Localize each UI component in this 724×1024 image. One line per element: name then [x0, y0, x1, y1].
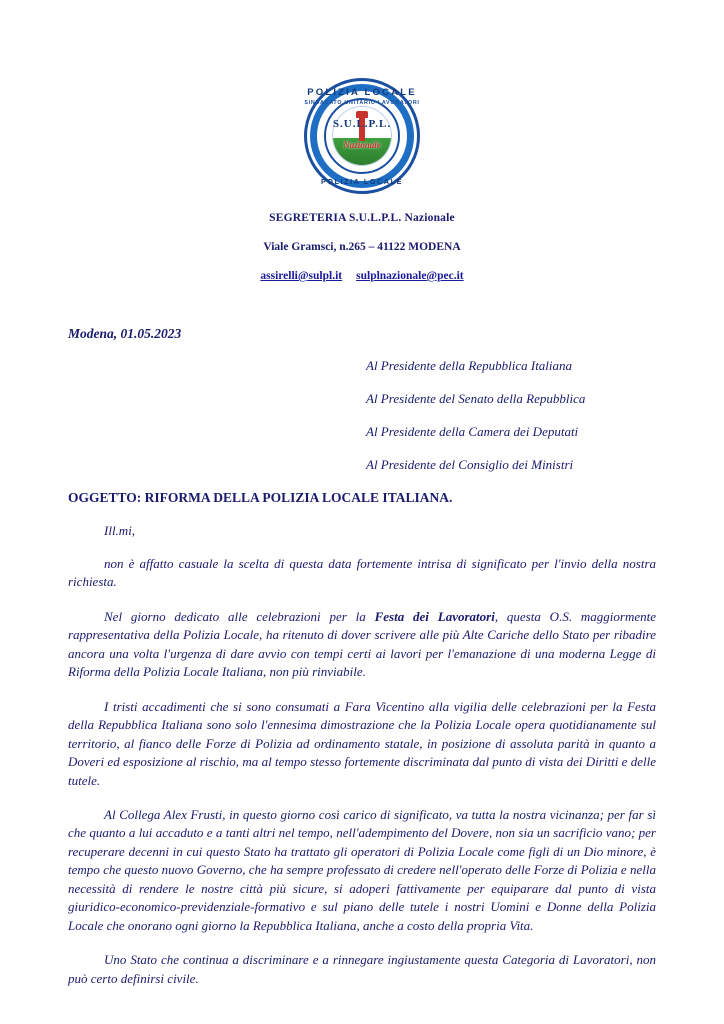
- letter-subject: OGGETTO: RIFORMA DELLA POLIZIA LOCALE ITALIANA.: [68, 490, 453, 505]
- letterhead-emails: [68, 270, 656, 282]
- letter-date: Modena, 01.05.2023: [68, 326, 182, 341]
- recipient-item: Al Presidente della Repubblica Italiana: [366, 358, 573, 373]
- letter-paragraph: I tristi accadimenti che si sono consumati a Fara Vicentino alla vigilia delle celebrazioni per la Festa della Repubblica Italiana sono solo l'ennesima dimostrazione che la Polizia Locale opera quotidianamente sul territorio, al fianco delle Forze di Polizia ad ordinamento statale, in posizione di assoluta parità in quanto a Doveri ed esposizione al rischio, ma al tempo stesso fortemente discriminata dal punto di vista dei Diritti e delle tutele.: [68, 698, 656, 788]
- logo-container: [68, 0, 656, 194]
- letterhead-organization: SEGRETERIA S.U.L.P.L. Nazionale: [269, 212, 455, 224]
- sulpl-logo-icon: [304, 78, 420, 194]
- letterhead: [68, 212, 656, 282]
- logo-arc-top-text: POLIZIA LOCALE: [307, 87, 417, 98]
- recipient-item: Al Presidente del Senato della Repubblica: [366, 391, 586, 406]
- email-link-pec[interactable]: sulplnazionale@pec.it: [356, 270, 464, 282]
- letter-paragraph: non è affatto casuale la scelta di questa data fortemente intrisa di significato per l'invio della nostra richiesta.: [68, 556, 656, 590]
- letterhead-address: Viale Gramsci, n.265 – 41122 MODENA: [263, 241, 461, 253]
- letter-salutation: Ill.mi,: [104, 523, 136, 538]
- email-link-primary[interactable]: assirelli@sulpl.it: [260, 270, 343, 282]
- logo-acronym-text: S.U.L.P.L.: [332, 118, 392, 130]
- recipient-item: Al Presidente della Camera dei Deputati: [366, 424, 579, 439]
- logo-subtitle-text: Nazionale: [343, 140, 381, 150]
- emphasis-text: Festa dei Lavoratori: [374, 608, 495, 624]
- logo-arc-inner-text: SINDACATO UNITARIO LAVORATORI: [304, 100, 420, 106]
- recipient-list: [68, 358, 656, 473]
- letter-paragraph: Uno Stato che continua a discriminare e a rinnegare ingiustamente questa Categoria di Lavoratori, non può certo definirsi civile.: [68, 952, 656, 986]
- letter-paragraph: Al Collega Alex Frusti, in questo giorno così carico di significato, va tutta la nostra vicinanza; per far sì che quanto a lui accaduto e a tanti altri nel tempo, nell'adempimento del Dovere, non sia un sacrificio vano; per recuperare decenni in cui questo Stato ha trattato gli operatori di Polizia Locale come figli di un Dio minore, è tempo che questo nuovo Governo, che ha sempre professato di credere nell'operato delle Forze di Polizia e nella necessità di rendere le nostre città più sicure, si adoperi fattivamente per equiparare dal punto di vista giuridico-economico-previdenziale-formativo e sul piano delle tutele i nostri Uomini e Donne della Polizia Locale che onorano ogni giorno la Repubblica Italiana, anche a costo della propria Vita.: [68, 806, 656, 933]
- logo-emblem-icon: [332, 106, 392, 166]
- recipient-item: Al Presidente del Consiglio dei Ministri: [366, 457, 574, 472]
- logo-arc-bottom-text: POLIZIA LOCALE: [320, 177, 404, 186]
- letter-paragraph-highlight: Nel giorno dedicato alle celebrazioni per la Festa dei Lavoratori, questa O.S. maggiormente rappresentativa della Polizia Locale, ha ritenuto di dover scrivere alle più Alte Cariche dello Stato per ribadire ancora una volta l'urgenza di dare avvio con tempi certi ai lavori per l'emanazione di una moderna Legge di Riforma della Polizia Locale Italiana, non più rinviabile.: [68, 608, 657, 680]
